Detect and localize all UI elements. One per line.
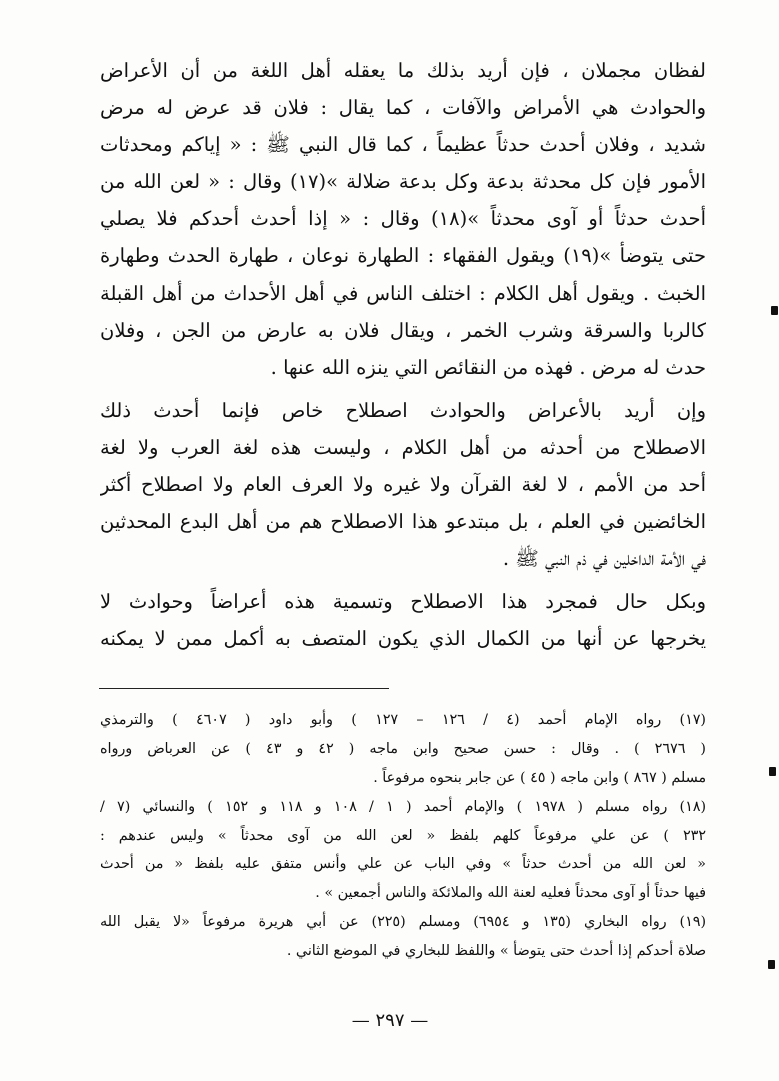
body-line: الخبث . ويقول أهل الكلام : اختلف الناس في أهل الأحداث من أهل القبلة: [100, 281, 706, 305]
margin-mark: [771, 306, 778, 315]
body-line: الاصطلاح من أحدثه من أهل الكلام ، وليست هذه لغة العرب ولا لغة: [100, 435, 706, 459]
page-number: — ٢٩٧ —: [351, 1010, 429, 1031]
body-line: شديد ، وفلان أحدث حدثاً عظيماً ، كما قال النبي ﷺ : « إياكم ومحدثات: [100, 133, 706, 157]
body-line: وبكل حال فمجرد هذا الاصطلاح وتسمية هذه أعراضاً وحوادث لا: [100, 590, 706, 614]
body-line: والحوادث هي الأمراض والآفات ، كما يقال : فلان قد عرض له مرض: [100, 96, 706, 120]
body-line: في الأمة الداخلين في ذم النبي ﷺ .: [502, 547, 706, 571]
body-line: يخرجها عن أنها من الكمال الذي يكون المتصف به أكمل ممن لا يمكنه: [100, 627, 706, 651]
body-line: حدث له مرض . فهذه من النقائص التي ينزه الله عنها .: [270, 355, 706, 379]
main-text: [100, 52, 706, 658]
body-line: كالربا والسرقة وشرب الخمر ، ويقال فلان به عارض من الجن ، وفلان: [100, 318, 706, 342]
footnote-line: صلاة أحدكم إذا أحدث حتى يتوضأ » واللفظ للبخاري في الموضع الثاني .: [286, 943, 706, 960]
body-line: أحد من الأمم ، لا لغة القرآن ولا غيره ولا العرف العام ولا اصطلاح أكثر: [100, 473, 706, 497]
footnote-line: ٢٣٢ ) عن علي مرفوعاً كلهم بلفظ « لعن الله من آوى محدثاً » وليس عندهم :: [100, 827, 706, 844]
body-line: الخائضين في العلم ، بل مبتدعو هذا الاصطلاح هم من أهل البدع المحدثين: [100, 510, 706, 534]
footnote-line: (١٨) رواه مسلم ( ١٩٧٨ ) والإمام أحمد ( ١ / ١٠٨ و ١١٨ و ١٥٢ ) والنسائي (٧ /: [100, 798, 706, 815]
footnote-divider: [99, 688, 389, 689]
footnote-line: ( ٢٦٧٦ ) . وقال : حسن صحيح وابن ماجه ( ٤٢ و ٤٣ ) عن العرباض ورواه: [100, 740, 706, 757]
footnote-line: « لعن الله من أحدث حدثاً » وفي الباب عن علي وأنس متفق عليه بلفظ « من أحدث: [100, 856, 706, 873]
body-line: أحدث حدثاً أو آوى محدثاً »(١٨) وقال : « إذا أحدث أحدكم فلا يصلي: [100, 207, 706, 231]
footnote-line: فيها حدثاً أو آوى محدثاً فعليه لعنة الله والملائكة والناس أجمعين » .: [315, 885, 706, 902]
footnote-line: مسلم ( ٨٦٧ ) وابن ماجه ( ٤٥ ) عن جابر بنحوه مرفوعاً .: [373, 769, 706, 786]
footnote-line: (١٩) رواه البخاري (١٣٥ و ٦٩٥٤) ومسلم (٢٢٥) عن أبي هريرة مرفوعاً «لا يقبل الله: [100, 914, 706, 931]
footnote-line: (١٧) رواه الإمام أحمد (٤ / ١٢٦ – ١٢٧ ) وأبو داود ( ٤٦٠٧ ) والترمذي: [100, 712, 706, 728]
body-line: الأمور فإن كل محدثة بدعة وكل بدعة ضلالة »(١٧) وقال : « لعن الله من: [100, 170, 706, 194]
margin-mark: [769, 767, 776, 776]
body-line: حتى يتوضأ »(١٩) ويقول الفقهاء : الطهارة نوعان ، طهارة الحدث وطهارة: [100, 244, 706, 268]
margin-mark: [768, 960, 775, 969]
body-line: لفظان مجملان ، فإن أريد بذلك ما يعقله أهل اللغة من أن الأعراض: [100, 59, 706, 82]
footnotes: [100, 706, 706, 966]
body-line: وإن أريد بالأعراض والحوادث اصطلاح خاص فإنما أحدث ذلك: [100, 398, 706, 422]
